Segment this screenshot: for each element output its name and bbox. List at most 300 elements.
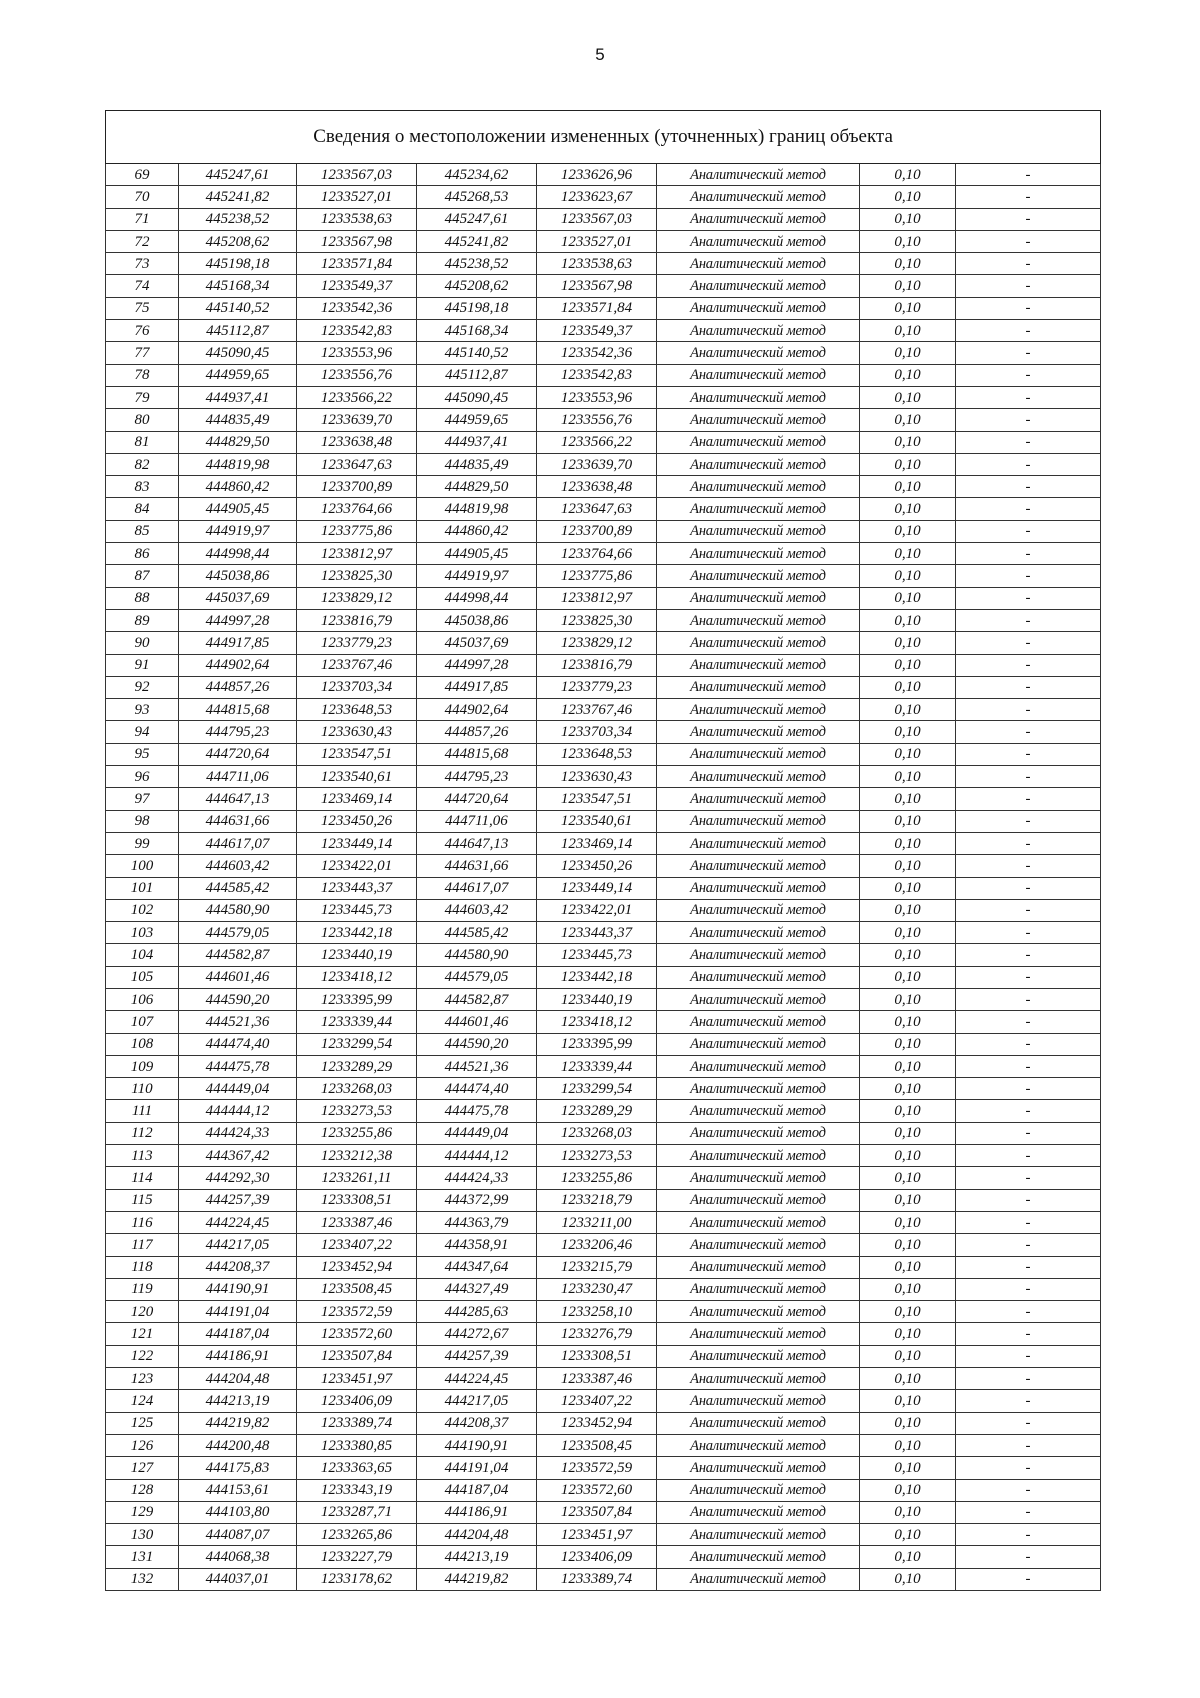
table-row — [106, 1011, 1101, 1033]
table-row — [106, 899, 1101, 921]
description-cell: - — [956, 164, 1101, 186]
x-coordinate-cell: 444444,12 — [179, 1100, 297, 1122]
point-number-cell: 114 — [106, 1167, 179, 1189]
accuracy-cell: 0,10 — [860, 1189, 956, 1211]
method-cell: Аналитический метод — [657, 1568, 860, 1590]
table-row — [106, 1234, 1101, 1256]
prev-y-coordinate-cell: 1233507,84 — [537, 1501, 657, 1523]
prev-y-coordinate-cell: 1233450,26 — [537, 855, 657, 877]
accuracy-cell: 0,10 — [860, 1256, 956, 1278]
point-number-cell: 131 — [106, 1546, 179, 1568]
description-cell: - — [956, 230, 1101, 252]
y-coordinate-cell: 1233567,03 — [297, 164, 417, 186]
description-cell: - — [956, 587, 1101, 609]
description-cell: - — [956, 1390, 1101, 1412]
table-row — [106, 1434, 1101, 1456]
table-row — [106, 1568, 1101, 1590]
prev-y-coordinate-cell: 1233508,45 — [537, 1434, 657, 1456]
method-cell: Аналитический метод — [657, 1100, 860, 1122]
method-cell: Аналитический метод — [657, 1167, 860, 1189]
point-number-cell: 100 — [106, 855, 179, 877]
y-coordinate-cell: 1233566,22 — [297, 386, 417, 408]
x-coordinate-cell: 445140,52 — [179, 297, 297, 319]
description-cell: - — [956, 1256, 1101, 1278]
prev-y-coordinate-cell: 1233211,00 — [537, 1211, 657, 1233]
table-row — [106, 1122, 1101, 1144]
method-cell: Аналитический метод — [657, 186, 860, 208]
point-number-cell: 129 — [106, 1501, 179, 1523]
prev-x-coordinate-cell: 444521,36 — [417, 1055, 537, 1077]
table-row — [106, 297, 1101, 319]
description-cell: - — [956, 766, 1101, 788]
prev-x-coordinate-cell: 445238,52 — [417, 253, 537, 275]
accuracy-cell: 0,10 — [860, 1501, 956, 1523]
x-coordinate-cell: 444590,20 — [179, 988, 297, 1010]
method-cell: Аналитический метод — [657, 253, 860, 275]
y-coordinate-cell: 1233339,44 — [297, 1011, 417, 1033]
prev-x-coordinate-cell: 444474,40 — [417, 1078, 537, 1100]
prev-x-coordinate-cell: 444224,45 — [417, 1368, 537, 1390]
point-number-cell: 113 — [106, 1145, 179, 1167]
method-cell: Аналитический метод — [657, 1323, 860, 1345]
prev-y-coordinate-cell: 1233703,34 — [537, 721, 657, 743]
accuracy-cell: 0,10 — [860, 966, 956, 988]
prev-x-coordinate-cell: 444795,23 — [417, 766, 537, 788]
description-cell: - — [956, 1011, 1101, 1033]
x-coordinate-cell: 444905,45 — [179, 498, 297, 520]
description-cell: - — [956, 899, 1101, 921]
y-coordinate-cell: 1233343,19 — [297, 1479, 417, 1501]
y-coordinate-cell: 1233265,86 — [297, 1524, 417, 1546]
point-number-cell: 91 — [106, 654, 179, 676]
point-number-cell: 80 — [106, 409, 179, 431]
method-cell: Аналитический метод — [657, 1211, 860, 1233]
x-coordinate-cell: 444087,07 — [179, 1524, 297, 1546]
method-cell: Аналитический метод — [657, 676, 860, 698]
prev-y-coordinate-cell: 1233566,22 — [537, 431, 657, 453]
point-number-cell: 102 — [106, 899, 179, 921]
table-row — [106, 364, 1101, 386]
table-row — [106, 164, 1101, 186]
accuracy-cell: 0,10 — [860, 1524, 956, 1546]
description-cell: - — [956, 1078, 1101, 1100]
y-coordinate-cell: 1233638,48 — [297, 431, 417, 453]
prev-y-coordinate-cell: 1233648,53 — [537, 743, 657, 765]
point-number-cell: 103 — [106, 922, 179, 944]
accuracy-cell: 0,10 — [860, 632, 956, 654]
description-cell: - — [956, 253, 1101, 275]
table-row — [106, 342, 1101, 364]
x-coordinate-cell: 444815,68 — [179, 699, 297, 721]
description-cell: - — [956, 1546, 1101, 1568]
method-cell: Аналитический метод — [657, 565, 860, 587]
point-number-cell: 109 — [106, 1055, 179, 1077]
table-row — [106, 1546, 1101, 1568]
description-cell: - — [956, 1055, 1101, 1077]
prev-x-coordinate-cell: 444217,05 — [417, 1390, 537, 1412]
x-coordinate-cell: 444902,64 — [179, 654, 297, 676]
prev-y-coordinate-cell: 1233395,99 — [537, 1033, 657, 1055]
description-cell: - — [956, 186, 1101, 208]
point-number-cell: 126 — [106, 1434, 179, 1456]
accuracy-cell: 0,10 — [860, 922, 956, 944]
prev-x-coordinate-cell: 444187,04 — [417, 1479, 537, 1501]
description-cell: - — [956, 1145, 1101, 1167]
prev-x-coordinate-cell: 444582,87 — [417, 988, 537, 1010]
prev-y-coordinate-cell: 1233538,63 — [537, 253, 657, 275]
prev-x-coordinate-cell: 444204,48 — [417, 1524, 537, 1546]
point-number-cell: 120 — [106, 1301, 179, 1323]
y-coordinate-cell: 1233538,63 — [297, 208, 417, 230]
method-cell: Аналитический метод — [657, 297, 860, 319]
y-coordinate-cell: 1233308,51 — [297, 1189, 417, 1211]
point-number-cell: 121 — [106, 1323, 179, 1345]
point-number-cell: 101 — [106, 877, 179, 899]
x-coordinate-cell: 444153,61 — [179, 1479, 297, 1501]
point-number-cell: 77 — [106, 342, 179, 364]
point-number-cell: 119 — [106, 1278, 179, 1300]
description-cell: - — [956, 453, 1101, 475]
table-row — [106, 922, 1101, 944]
y-coordinate-cell: 1233812,97 — [297, 543, 417, 565]
prev-x-coordinate-cell: 444475,78 — [417, 1100, 537, 1122]
x-coordinate-cell: 444603,42 — [179, 855, 297, 877]
description-cell: - — [956, 1457, 1101, 1479]
prev-x-coordinate-cell: 445168,34 — [417, 320, 537, 342]
prev-y-coordinate-cell: 1233572,60 — [537, 1479, 657, 1501]
prev-y-coordinate-cell: 1233572,59 — [537, 1457, 657, 1479]
prev-y-coordinate-cell: 1233567,98 — [537, 275, 657, 297]
prev-x-coordinate-cell: 444860,42 — [417, 520, 537, 542]
method-cell: Аналитический метод — [657, 1546, 860, 1568]
point-number-cell: 127 — [106, 1457, 179, 1479]
y-coordinate-cell: 1233553,96 — [297, 342, 417, 364]
x-coordinate-cell: 444186,91 — [179, 1345, 297, 1367]
method-cell: Аналитический метод — [657, 788, 860, 810]
prev-y-coordinate-cell: 1233647,63 — [537, 498, 657, 520]
prev-x-coordinate-cell: 445038,86 — [417, 609, 537, 631]
prev-y-coordinate-cell: 1233308,51 — [537, 1345, 657, 1367]
table-row — [106, 1524, 1101, 1546]
x-coordinate-cell: 444819,98 — [179, 453, 297, 475]
method-cell: Аналитический метод — [657, 721, 860, 743]
prev-y-coordinate-cell: 1233825,30 — [537, 609, 657, 631]
x-coordinate-cell: 444257,39 — [179, 1189, 297, 1211]
method-cell: Аналитический метод — [657, 208, 860, 230]
method-cell: Аналитический метод — [657, 1434, 860, 1456]
accuracy-cell: 0,10 — [860, 721, 956, 743]
x-coordinate-cell: 445208,62 — [179, 230, 297, 252]
prev-x-coordinate-cell: 444835,49 — [417, 453, 537, 475]
accuracy-cell: 0,10 — [860, 498, 956, 520]
description-cell: - — [956, 632, 1101, 654]
x-coordinate-cell: 444475,78 — [179, 1055, 297, 1077]
x-coordinate-cell: 444601,46 — [179, 966, 297, 988]
method-cell: Аналитический метод — [657, 1145, 860, 1167]
prev-x-coordinate-cell: 444449,04 — [417, 1122, 537, 1144]
point-number-cell: 83 — [106, 476, 179, 498]
table-row — [106, 877, 1101, 899]
y-coordinate-cell: 1233273,53 — [297, 1100, 417, 1122]
accuracy-cell: 0,10 — [860, 766, 956, 788]
description-cell: - — [956, 1234, 1101, 1256]
prev-y-coordinate-cell: 1233230,47 — [537, 1278, 657, 1300]
description-cell: - — [956, 1167, 1101, 1189]
method-cell: Аналитический метод — [657, 944, 860, 966]
table-row — [106, 721, 1101, 743]
accuracy-cell: 0,10 — [860, 1301, 956, 1323]
table-row — [106, 1189, 1101, 1211]
prev-y-coordinate-cell: 1233215,79 — [537, 1256, 657, 1278]
table-title-row — [106, 111, 1101, 164]
prev-x-coordinate-cell: 444208,37 — [417, 1412, 537, 1434]
table-row — [106, 275, 1101, 297]
x-coordinate-cell: 444829,50 — [179, 431, 297, 453]
point-number-cell: 118 — [106, 1256, 179, 1278]
y-coordinate-cell: 1233572,59 — [297, 1301, 417, 1323]
prev-x-coordinate-cell: 445112,87 — [417, 364, 537, 386]
description-cell: - — [956, 208, 1101, 230]
prev-x-coordinate-cell: 444919,97 — [417, 565, 537, 587]
x-coordinate-cell: 445168,34 — [179, 275, 297, 297]
table-row — [106, 1100, 1101, 1122]
y-coordinate-cell: 1233647,63 — [297, 453, 417, 475]
method-cell: Аналитический метод — [657, 1301, 860, 1323]
prev-x-coordinate-cell: 444590,20 — [417, 1033, 537, 1055]
accuracy-cell: 0,10 — [860, 855, 956, 877]
accuracy-cell: 0,10 — [860, 565, 956, 587]
prev-x-coordinate-cell: 444372,99 — [417, 1189, 537, 1211]
accuracy-cell: 0,10 — [860, 1434, 956, 1456]
prev-x-coordinate-cell: 444819,98 — [417, 498, 537, 520]
prev-x-coordinate-cell: 444998,44 — [417, 587, 537, 609]
x-coordinate-cell: 444720,64 — [179, 743, 297, 765]
table-row — [106, 1033, 1101, 1055]
prev-x-coordinate-cell: 444444,12 — [417, 1145, 537, 1167]
accuracy-cell: 0,10 — [860, 832, 956, 854]
table-row — [106, 431, 1101, 453]
prev-y-coordinate-cell: 1233449,14 — [537, 877, 657, 899]
point-number-cell: 124 — [106, 1390, 179, 1412]
accuracy-cell: 0,10 — [860, 186, 956, 208]
table-row — [106, 1167, 1101, 1189]
description-cell: - — [956, 342, 1101, 364]
method-cell: Аналитический метод — [657, 1122, 860, 1144]
description-cell: - — [956, 275, 1101, 297]
description-cell: - — [956, 520, 1101, 542]
table-row — [106, 855, 1101, 877]
prev-y-coordinate-cell: 1233442,18 — [537, 966, 657, 988]
point-number-cell: 122 — [106, 1345, 179, 1367]
accuracy-cell: 0,10 — [860, 543, 956, 565]
accuracy-cell: 0,10 — [860, 386, 956, 408]
description-cell: - — [956, 810, 1101, 832]
method-cell: Аналитический метод — [657, 899, 860, 921]
method-cell: Аналитический метод — [657, 1412, 860, 1434]
prev-y-coordinate-cell: 1233626,96 — [537, 164, 657, 186]
point-number-cell: 115 — [106, 1189, 179, 1211]
x-coordinate-cell: 444579,05 — [179, 922, 297, 944]
prev-x-coordinate-cell: 444285,63 — [417, 1301, 537, 1323]
point-number-cell: 95 — [106, 743, 179, 765]
prev-y-coordinate-cell: 1233418,12 — [537, 1011, 657, 1033]
y-coordinate-cell: 1233767,46 — [297, 654, 417, 676]
y-coordinate-cell: 1233556,76 — [297, 364, 417, 386]
y-coordinate-cell: 1233255,86 — [297, 1122, 417, 1144]
method-cell: Аналитический метод — [657, 230, 860, 252]
accuracy-cell: 0,10 — [860, 1345, 956, 1367]
point-number-cell: 82 — [106, 453, 179, 475]
accuracy-cell: 0,10 — [860, 587, 956, 609]
prev-x-coordinate-cell: 444601,46 — [417, 1011, 537, 1033]
table-row — [106, 498, 1101, 520]
y-coordinate-cell: 1233443,37 — [297, 877, 417, 899]
prev-y-coordinate-cell: 1233451,97 — [537, 1524, 657, 1546]
table-row — [106, 654, 1101, 676]
accuracy-cell: 0,10 — [860, 1011, 956, 1033]
method-cell: Аналитический метод — [657, 1390, 860, 1412]
accuracy-cell: 0,10 — [860, 1457, 956, 1479]
accuracy-cell: 0,10 — [860, 342, 956, 364]
prev-y-coordinate-cell: 1233700,89 — [537, 520, 657, 542]
prev-y-coordinate-cell: 1233407,22 — [537, 1390, 657, 1412]
table-row — [106, 1323, 1101, 1345]
method-cell: Аналитический метод — [657, 832, 860, 854]
x-coordinate-cell: 444190,91 — [179, 1278, 297, 1300]
prev-x-coordinate-cell: 445090,45 — [417, 386, 537, 408]
accuracy-cell: 0,10 — [860, 453, 956, 475]
method-cell: Аналитический метод — [657, 409, 860, 431]
y-coordinate-cell: 1233549,37 — [297, 275, 417, 297]
method-cell: Аналитический метод — [657, 342, 860, 364]
x-coordinate-cell: 445112,87 — [179, 320, 297, 342]
description-cell: - — [956, 1189, 1101, 1211]
y-coordinate-cell: 1233212,38 — [297, 1145, 417, 1167]
point-number-cell: 74 — [106, 275, 179, 297]
method-cell: Аналитический метод — [657, 476, 860, 498]
accuracy-cell: 0,10 — [860, 520, 956, 542]
prev-y-coordinate-cell: 1233638,48 — [537, 476, 657, 498]
x-coordinate-cell: 444292,30 — [179, 1167, 297, 1189]
x-coordinate-cell: 444582,87 — [179, 944, 297, 966]
y-coordinate-cell: 1233547,51 — [297, 743, 417, 765]
y-coordinate-cell: 1233445,73 — [297, 899, 417, 921]
prev-x-coordinate-cell: 444213,19 — [417, 1546, 537, 1568]
x-coordinate-cell: 444521,36 — [179, 1011, 297, 1033]
y-coordinate-cell: 1233395,99 — [297, 988, 417, 1010]
x-coordinate-cell: 444474,40 — [179, 1033, 297, 1055]
prev-x-coordinate-cell: 444959,65 — [417, 409, 537, 431]
table-row — [106, 788, 1101, 810]
x-coordinate-cell: 444213,19 — [179, 1390, 297, 1412]
prev-x-coordinate-cell: 444257,39 — [417, 1345, 537, 1367]
x-coordinate-cell: 444617,07 — [179, 832, 297, 854]
prev-x-coordinate-cell: 444347,64 — [417, 1256, 537, 1278]
table-row — [106, 832, 1101, 854]
prev-x-coordinate-cell: 445268,53 — [417, 186, 537, 208]
prev-x-coordinate-cell: 444711,06 — [417, 810, 537, 832]
method-cell: Аналитический метод — [657, 364, 860, 386]
method-cell: Аналитический метод — [657, 1234, 860, 1256]
point-number-cell: 99 — [106, 832, 179, 854]
point-number-cell: 88 — [106, 587, 179, 609]
prev-y-coordinate-cell: 1233540,61 — [537, 810, 657, 832]
table-row — [106, 676, 1101, 698]
prev-y-coordinate-cell: 1233440,19 — [537, 988, 657, 1010]
prev-x-coordinate-cell: 444363,79 — [417, 1211, 537, 1233]
y-coordinate-cell: 1233387,46 — [297, 1211, 417, 1233]
prev-y-coordinate-cell: 1233469,14 — [537, 832, 657, 854]
x-coordinate-cell: 444200,48 — [179, 1434, 297, 1456]
point-number-cell: 117 — [106, 1234, 179, 1256]
description-cell: - — [956, 565, 1101, 587]
accuracy-cell: 0,10 — [860, 609, 956, 631]
prev-x-coordinate-cell: 444720,64 — [417, 788, 537, 810]
accuracy-cell: 0,10 — [860, 208, 956, 230]
y-coordinate-cell: 1233418,12 — [297, 966, 417, 988]
prev-y-coordinate-cell: 1233445,73 — [537, 944, 657, 966]
x-coordinate-cell: 444585,42 — [179, 877, 297, 899]
method-cell: Аналитический метод — [657, 743, 860, 765]
prev-x-coordinate-cell: 444829,50 — [417, 476, 537, 498]
point-number-cell: 107 — [106, 1011, 179, 1033]
accuracy-cell: 0,10 — [860, 1211, 956, 1233]
table-row — [106, 1145, 1101, 1167]
prev-y-coordinate-cell: 1233542,36 — [537, 342, 657, 364]
prev-y-coordinate-cell: 1233816,79 — [537, 654, 657, 676]
description-cell: - — [956, 743, 1101, 765]
y-coordinate-cell: 1233779,23 — [297, 632, 417, 654]
point-number-cell: 104 — [106, 944, 179, 966]
method-cell: Аналитический метод — [657, 966, 860, 988]
prev-y-coordinate-cell: 1233567,03 — [537, 208, 657, 230]
x-coordinate-cell: 444191,04 — [179, 1301, 297, 1323]
x-coordinate-cell: 444917,85 — [179, 632, 297, 654]
y-coordinate-cell: 1233700,89 — [297, 476, 417, 498]
method-cell: Аналитический метод — [657, 1189, 860, 1211]
table-row — [106, 632, 1101, 654]
method-cell: Аналитический метод — [657, 543, 860, 565]
description-cell: - — [956, 922, 1101, 944]
method-cell: Аналитический метод — [657, 1256, 860, 1278]
point-number-cell: 106 — [106, 988, 179, 1010]
x-coordinate-cell: 444631,66 — [179, 810, 297, 832]
accuracy-cell: 0,10 — [860, 1323, 956, 1345]
table-row — [106, 1078, 1101, 1100]
point-number-cell: 87 — [106, 565, 179, 587]
y-coordinate-cell: 1233527,01 — [297, 186, 417, 208]
table-row — [106, 1501, 1101, 1523]
description-cell: - — [956, 386, 1101, 408]
prev-y-coordinate-cell: 1233549,37 — [537, 320, 657, 342]
y-coordinate-cell: 1233764,66 — [297, 498, 417, 520]
method-cell: Аналитический метод — [657, 1457, 860, 1479]
accuracy-cell: 0,10 — [860, 1412, 956, 1434]
accuracy-cell: 0,10 — [860, 810, 956, 832]
method-cell: Аналитический метод — [657, 431, 860, 453]
accuracy-cell: 0,10 — [860, 409, 956, 431]
point-number-cell: 84 — [106, 498, 179, 520]
accuracy-cell: 0,10 — [860, 988, 956, 1010]
point-number-cell: 72 — [106, 230, 179, 252]
prev-y-coordinate-cell: 1233556,76 — [537, 409, 657, 431]
point-number-cell: 75 — [106, 297, 179, 319]
prev-y-coordinate-cell: 1233206,46 — [537, 1234, 657, 1256]
description-cell: - — [956, 1100, 1101, 1122]
accuracy-cell: 0,10 — [860, 364, 956, 386]
y-coordinate-cell: 1233406,09 — [297, 1390, 417, 1412]
accuracy-cell: 0,10 — [860, 164, 956, 186]
